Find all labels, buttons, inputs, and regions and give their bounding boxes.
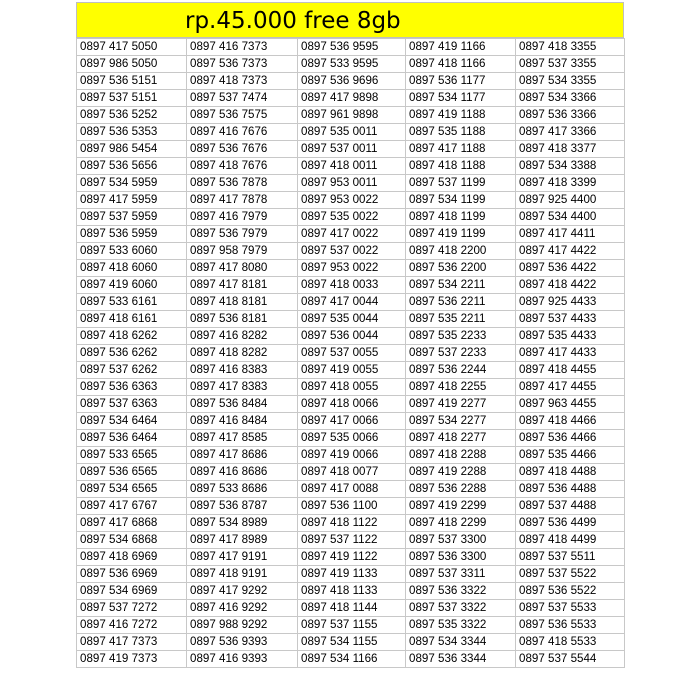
phone-number-cell: 0897 536 3300 xyxy=(406,549,516,566)
phone-number-cell: 0897 534 1166 xyxy=(298,651,406,668)
phone-number-cell: 0897 536 7878 xyxy=(187,175,298,192)
phone-number-cell: 0897 535 4433 xyxy=(516,328,625,345)
phone-number-cell: 0897 417 8181 xyxy=(187,277,298,294)
phone-number-cell: 0897 537 0055 xyxy=(298,345,406,362)
table-row xyxy=(77,549,625,566)
phone-number-cell: 0897 535 2233 xyxy=(406,328,516,345)
phone-number-cell: 0897 963 4455 xyxy=(516,396,625,413)
phone-number-cell: 0897 416 9393 xyxy=(187,651,298,668)
phone-number-cell: 0897 536 4422 xyxy=(516,260,625,277)
phone-number-cell: 0897 534 6969 xyxy=(77,583,187,600)
phone-number-cell: 0897 536 9393 xyxy=(187,634,298,651)
phone-number-cell: 0897 537 5151 xyxy=(77,90,187,107)
phone-number-cell: 0897 534 3344 xyxy=(406,634,516,651)
phone-number-cell: 0897 536 6464 xyxy=(77,430,187,447)
table-row xyxy=(77,634,625,651)
phone-number-cell: 0897 419 2277 xyxy=(406,396,516,413)
table-row xyxy=(77,481,625,498)
phone-number-cell: 0897 534 1155 xyxy=(298,634,406,651)
phone-number-cell: 0897 537 3355 xyxy=(516,56,625,73)
phone-number-cell: 0897 416 8686 xyxy=(187,464,298,481)
phone-number-cell: 0897 418 4499 xyxy=(516,532,625,549)
phone-number-cell: 0897 417 0088 xyxy=(298,481,406,498)
phone-number-cell: 0897 534 5959 xyxy=(77,175,187,192)
phone-number-cell: 0897 536 5656 xyxy=(77,158,187,175)
phone-number-cell: 0897 536 7373 xyxy=(187,56,298,73)
table-row xyxy=(77,192,625,209)
phone-number-cell: 0897 417 0044 xyxy=(298,294,406,311)
phone-number-cell: 0897 417 8383 xyxy=(187,379,298,396)
phone-number-cell: 0897 418 4422 xyxy=(516,277,625,294)
phone-number-cell: 0897 535 0022 xyxy=(298,209,406,226)
table-row xyxy=(77,447,625,464)
phone-number-cell: 0897 419 6060 xyxy=(77,277,187,294)
phone-number-cell: 0897 536 5959 xyxy=(77,226,187,243)
phone-number-cell: 0897 419 1188 xyxy=(406,107,516,124)
phone-number-cell: 0897 537 5511 xyxy=(516,549,625,566)
phone-number-cell: 0897 537 7272 xyxy=(77,600,187,617)
table-row xyxy=(77,311,625,328)
phone-number-cell: 0897 417 4455 xyxy=(516,379,625,396)
phone-number-cell: 0897 537 3311 xyxy=(406,566,516,583)
phone-number-cell: 0897 534 4400 xyxy=(516,209,625,226)
phone-number-cell: 0897 534 8989 xyxy=(187,515,298,532)
phone-number-cell: 0897 537 4488 xyxy=(516,498,625,515)
phone-number-cell: 0897 417 9292 xyxy=(187,583,298,600)
phone-number-cell: 0897 418 1199 xyxy=(406,209,516,226)
phone-number-cell: 0897 419 1133 xyxy=(298,566,406,583)
phone-number-cell: 0897 417 4422 xyxy=(516,243,625,260)
phone-number-cell: 0897 419 1199 xyxy=(406,226,516,243)
phone-number-cell: 0897 536 0044 xyxy=(298,328,406,345)
phone-number-cell: 0897 536 9696 xyxy=(298,73,406,90)
table-row xyxy=(77,260,625,277)
phone-number-cell: 0897 537 3300 xyxy=(406,532,516,549)
table-row xyxy=(77,532,625,549)
phone-number-cell: 0897 417 3366 xyxy=(516,124,625,141)
phone-number-cell: 0897 419 1166 xyxy=(406,39,516,56)
phone-number-cell: 0897 418 2277 xyxy=(406,430,516,447)
phone-number-cell: 0897 537 0022 xyxy=(298,243,406,260)
phone-number-cell: 0897 533 6161 xyxy=(77,294,187,311)
phone-number-cell: 0897 418 7373 xyxy=(187,73,298,90)
phone-number-cell: 0897 418 2255 xyxy=(406,379,516,396)
phone-number-cell: 0897 536 1177 xyxy=(406,73,516,90)
phone-number-cell: 0897 534 6464 xyxy=(77,413,187,430)
table-row xyxy=(77,209,625,226)
phone-number-cell: 0897 961 9898 xyxy=(298,107,406,124)
phone-number-cell: 0897 536 5533 xyxy=(516,617,625,634)
phone-number-cell: 0897 536 2288 xyxy=(406,481,516,498)
phone-number-cell: 0897 534 6565 xyxy=(77,481,187,498)
table-row xyxy=(77,158,625,175)
table-row xyxy=(77,141,625,158)
table-row xyxy=(77,90,625,107)
phone-number-cell: 0897 536 6262 xyxy=(77,345,187,362)
phone-number-cell: 0897 417 8080 xyxy=(187,260,298,277)
phone-number-cell: 0897 417 7878 xyxy=(187,192,298,209)
phone-number-cell: 0897 416 9292 xyxy=(187,600,298,617)
phone-number-cell: 0897 534 1199 xyxy=(406,192,516,209)
phone-number-cell: 0897 418 0011 xyxy=(298,158,406,175)
phone-number-cell: 0897 417 4433 xyxy=(516,345,625,362)
phone-number-cell: 0897 418 1188 xyxy=(406,158,516,175)
phone-number-cell: 0897 536 5151 xyxy=(77,73,187,90)
phone-number-cell: 0897 536 6969 xyxy=(77,566,187,583)
phone-number-cell: 0897 536 6363 xyxy=(77,379,187,396)
phone-number-cell: 0897 536 5252 xyxy=(77,107,187,124)
phone-number-cell: 0897 536 7575 xyxy=(187,107,298,124)
phone-number-cell: 0897 534 3388 xyxy=(516,158,625,175)
phone-number-cell: 0897 537 3322 xyxy=(406,600,516,617)
phone-number-cell: 0897 417 6767 xyxy=(77,498,187,515)
phone-number-cell: 0897 416 8282 xyxy=(187,328,298,345)
phone-number-cell: 0897 417 6868 xyxy=(77,515,187,532)
phone-number-cell: 0897 535 2211 xyxy=(406,311,516,328)
phone-number-cell: 0897 418 8181 xyxy=(187,294,298,311)
table-row xyxy=(77,294,625,311)
phone-number-cell: 0897 416 7676 xyxy=(187,124,298,141)
phone-number-cell: 0897 418 4466 xyxy=(516,413,625,430)
phone-number-cell: 0897 416 7272 xyxy=(77,617,187,634)
phone-number-cell: 0897 536 7979 xyxy=(187,226,298,243)
table-row xyxy=(77,226,625,243)
phone-number-cell: 0897 417 9191 xyxy=(187,549,298,566)
phone-number-cell: 0897 986 5454 xyxy=(77,141,187,158)
phone-number-cell: 0897 535 1188 xyxy=(406,124,516,141)
table-row xyxy=(77,328,625,345)
phone-number-cell: 0897 537 5959 xyxy=(77,209,187,226)
phone-number-cell: 0897 533 9595 xyxy=(298,56,406,73)
phone-number-cell: 0897 535 4466 xyxy=(516,447,625,464)
phone-number-cell: 0897 958 7979 xyxy=(187,243,298,260)
phone-number-cell: 0897 417 5050 xyxy=(77,39,187,56)
table-row xyxy=(77,362,625,379)
phone-number-cell: 0897 418 4455 xyxy=(516,362,625,379)
phone-number-cell: 0897 419 7373 xyxy=(77,651,187,668)
phone-number-cell: 0897 925 4400 xyxy=(516,192,625,209)
phone-number-table-body xyxy=(77,39,625,668)
phone-number-cell: 0897 418 0055 xyxy=(298,379,406,396)
phone-number-cell: 0897 537 6363 xyxy=(77,396,187,413)
phone-number-cell: 0897 537 1199 xyxy=(406,175,516,192)
phone-number-cell: 0897 536 1100 xyxy=(298,498,406,515)
phone-number-cell: 0897 536 5522 xyxy=(516,583,625,600)
table-row xyxy=(77,56,625,73)
phone-number-cell: 0897 988 9292 xyxy=(187,617,298,634)
phone-number-cell: 0897 418 6262 xyxy=(77,328,187,345)
phone-number-table xyxy=(76,38,625,668)
table-row xyxy=(77,600,625,617)
phone-number-cell: 0897 537 1122 xyxy=(298,532,406,549)
phone-number-cell: 0897 537 5522 xyxy=(516,566,625,583)
phone-number-cell: 0897 536 8181 xyxy=(187,311,298,328)
phone-number-cell: 0897 418 1122 xyxy=(298,515,406,532)
table-row xyxy=(77,464,625,481)
phone-number-cell: 0897 418 2288 xyxy=(406,447,516,464)
phone-number-cell: 0897 536 4488 xyxy=(516,481,625,498)
table-row xyxy=(77,430,625,447)
phone-number-cell: 0897 535 0044 xyxy=(298,311,406,328)
phone-number-cell: 0897 537 7474 xyxy=(187,90,298,107)
phone-number-cell: 0897 537 4433 xyxy=(516,311,625,328)
table-row xyxy=(77,107,625,124)
table-row xyxy=(77,243,625,260)
table-row xyxy=(77,277,625,294)
phone-number-cell: 0897 536 3366 xyxy=(516,107,625,124)
phone-number-cell: 0897 418 2299 xyxy=(406,515,516,532)
phone-number-cell: 0897 416 8484 xyxy=(187,413,298,430)
phone-number-cell: 0897 418 2200 xyxy=(406,243,516,260)
phone-number-cell: 0897 953 0022 xyxy=(298,260,406,277)
table-row xyxy=(77,73,625,90)
table-row xyxy=(77,39,625,56)
phone-number-cell: 0897 537 0011 xyxy=(298,141,406,158)
phone-number-cell: 0897 536 9595 xyxy=(298,39,406,56)
phone-number-cell: 0897 536 2211 xyxy=(406,294,516,311)
phone-number-cell: 0897 418 3377 xyxy=(516,141,625,158)
table-row xyxy=(77,345,625,362)
phone-number-cell: 0897 537 2233 xyxy=(406,345,516,362)
phone-number-cell: 0897 417 7373 xyxy=(77,634,187,651)
phone-number-cell: 0897 419 2288 xyxy=(406,464,516,481)
phone-number-cell: 0897 536 3344 xyxy=(406,651,516,668)
phone-number-cell: 0897 418 6060 xyxy=(77,260,187,277)
phone-number-cell: 0897 534 3355 xyxy=(516,73,625,90)
phone-number-cell: 0897 533 6565 xyxy=(77,447,187,464)
phone-number-cell: 0897 534 2277 xyxy=(406,413,516,430)
phone-number-cell: 0897 986 5050 xyxy=(77,56,187,73)
phone-number-cell: 0897 535 0011 xyxy=(298,124,406,141)
phone-number-cell: 0897 536 5353 xyxy=(77,124,187,141)
phone-number-cell: 0897 536 2200 xyxy=(406,260,516,277)
table-row xyxy=(77,583,625,600)
phone-number-cell: 0897 417 0022 xyxy=(298,226,406,243)
phone-number-cell: 0897 535 0066 xyxy=(298,430,406,447)
table-row xyxy=(77,175,625,192)
phone-number-cell: 0897 418 6969 xyxy=(77,549,187,566)
table-row xyxy=(77,413,625,430)
phone-number-cell: 0897 534 6868 xyxy=(77,532,187,549)
phone-number-cell: 0897 416 7979 xyxy=(187,209,298,226)
phone-number-cell: 0897 534 2211 xyxy=(406,277,516,294)
price-header: rp.45.000 free 8gb xyxy=(76,2,624,38)
phone-number-cell: 0897 418 4488 xyxy=(516,464,625,481)
table-row xyxy=(77,617,625,634)
phone-number-cell: 0897 536 4499 xyxy=(516,515,625,532)
phone-number-cell: 0897 417 8686 xyxy=(187,447,298,464)
phone-number-cell: 0897 417 4411 xyxy=(516,226,625,243)
phone-number-cell: 0897 418 6161 xyxy=(77,311,187,328)
table-row xyxy=(77,515,625,532)
phone-number-cell: 0897 536 4466 xyxy=(516,430,625,447)
phone-number-cell: 0897 416 8383 xyxy=(187,362,298,379)
phone-number-cell: 0897 536 8787 xyxy=(187,498,298,515)
phone-number-cell: 0897 417 8989 xyxy=(187,532,298,549)
phone-number-cell: 0897 534 3366 xyxy=(516,90,625,107)
phone-number-cell: 0897 536 7676 xyxy=(187,141,298,158)
phone-number-cell: 0897 953 0022 xyxy=(298,192,406,209)
phone-number-cell: 0897 418 5533 xyxy=(516,634,625,651)
phone-number-cell: 0897 533 6060 xyxy=(77,243,187,260)
phone-number-cell: 0897 535 3322 xyxy=(406,617,516,634)
phone-number-cell: 0897 417 5959 xyxy=(77,192,187,209)
phone-number-cell: 0897 534 1177 xyxy=(406,90,516,107)
phone-number-cell: 0897 537 6262 xyxy=(77,362,187,379)
phone-number-cell: 0897 537 1155 xyxy=(298,617,406,634)
price-list-sheet xyxy=(76,2,624,668)
phone-number-cell: 0897 418 0033 xyxy=(298,277,406,294)
phone-number-cell: 0897 925 4433 xyxy=(516,294,625,311)
phone-number-cell: 0897 419 2299 xyxy=(406,498,516,515)
phone-number-cell: 0897 418 3355 xyxy=(516,39,625,56)
phone-number-cell: 0897 418 1144 xyxy=(298,600,406,617)
phone-number-cell: 0897 536 8484 xyxy=(187,396,298,413)
phone-number-cell: 0897 418 1166 xyxy=(406,56,516,73)
phone-number-cell: 0897 537 5533 xyxy=(516,600,625,617)
phone-number-cell: 0897 536 6565 xyxy=(77,464,187,481)
table-row xyxy=(77,124,625,141)
table-row xyxy=(77,498,625,515)
phone-number-cell: 0897 953 0011 xyxy=(298,175,406,192)
phone-number-cell: 0897 536 3322 xyxy=(406,583,516,600)
phone-number-cell: 0897 536 2244 xyxy=(406,362,516,379)
phone-number-cell: 0897 417 0066 xyxy=(298,413,406,430)
table-row xyxy=(77,396,625,413)
phone-number-cell: 0897 418 7676 xyxy=(187,158,298,175)
phone-number-cell: 0897 533 8686 xyxy=(187,481,298,498)
phone-number-cell: 0897 418 0077 xyxy=(298,464,406,481)
phone-number-cell: 0897 418 9191 xyxy=(187,566,298,583)
table-row xyxy=(77,651,625,668)
phone-number-cell: 0897 537 5544 xyxy=(516,651,625,668)
phone-number-cell: 0897 418 0066 xyxy=(298,396,406,413)
phone-number-cell: 0897 416 7373 xyxy=(187,39,298,56)
phone-number-cell: 0897 418 8282 xyxy=(187,345,298,362)
phone-number-cell: 0897 417 9898 xyxy=(298,90,406,107)
phone-number-cell: 0897 417 1188 xyxy=(406,141,516,158)
phone-number-cell: 0897 419 0055 xyxy=(298,362,406,379)
phone-number-cell: 0897 419 1122 xyxy=(298,549,406,566)
phone-number-cell: 0897 417 8585 xyxy=(187,430,298,447)
phone-number-cell: 0897 419 0066 xyxy=(298,447,406,464)
table-row xyxy=(77,379,625,396)
phone-number-cell: 0897 418 3399 xyxy=(516,175,625,192)
phone-number-cell: 0897 418 1133 xyxy=(298,583,406,600)
table-row xyxy=(77,566,625,583)
